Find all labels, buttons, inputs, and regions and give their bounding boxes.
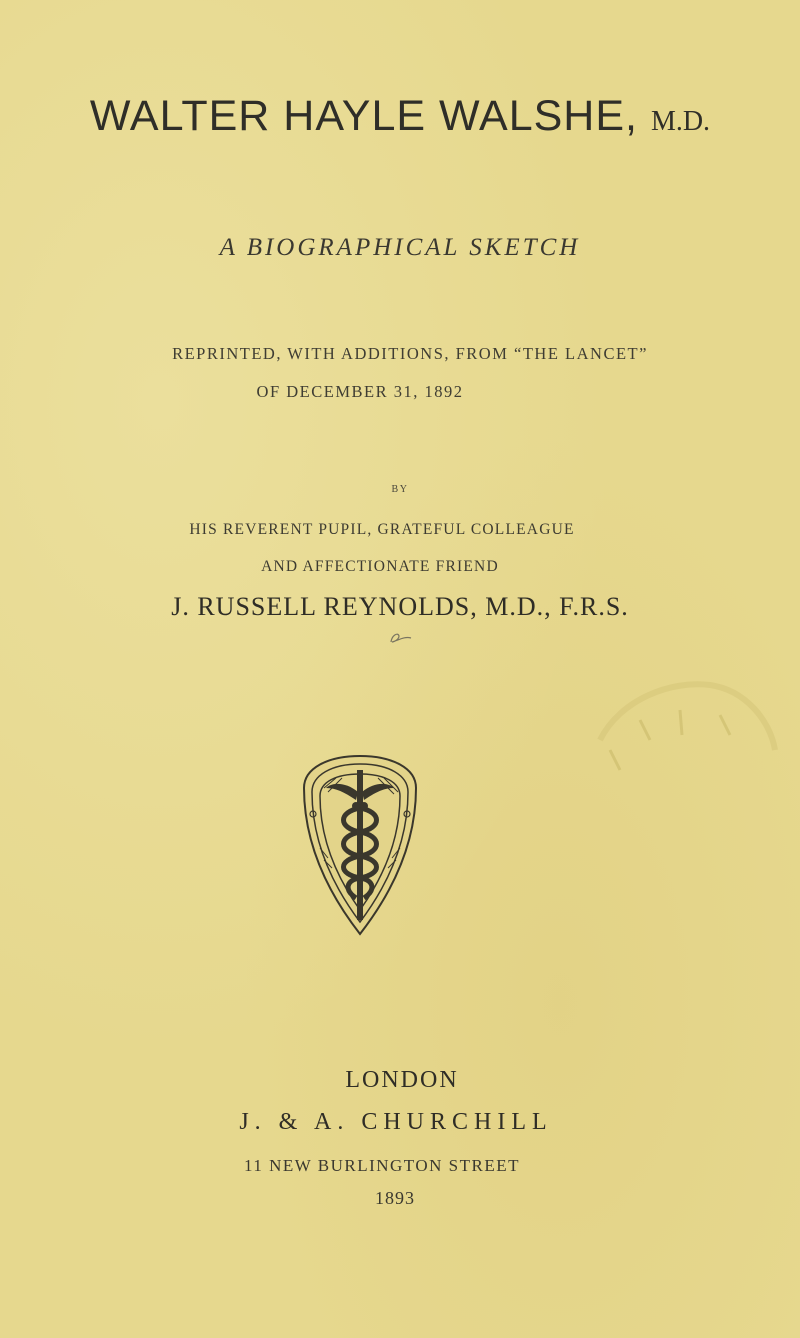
foxing-stain bbox=[580, 680, 780, 810]
author-name: J. RUSSELL REYNOLDS, M.D., F.R.S. bbox=[171, 592, 629, 621]
imprint-city: LONDON bbox=[345, 1067, 459, 1093]
book-subtitle: A BIOGRAPHICAL SKETCH bbox=[219, 234, 581, 261]
imprint-year: 1893 bbox=[375, 1188, 415, 1208]
book-title-name: WALTER HAYLE WALSHE, bbox=[89, 92, 638, 140]
pencil-mark-icon bbox=[388, 630, 414, 646]
by-label: BY bbox=[391, 484, 409, 495]
caduceus-shield-icon bbox=[298, 748, 422, 936]
reprint-note-line-2: OF DECEMBER 31, 1892 bbox=[256, 382, 464, 401]
reprint-note-line-1: REPRINTED, WITH ADDITIONS, FROM “THE LANCET” bbox=[172, 344, 648, 363]
book-title bbox=[0, 92, 800, 141]
dedication-line-2: AND AFFECTIONATE FRIEND bbox=[261, 558, 499, 575]
imprint-publisher: J. & A. CHURCHILL bbox=[239, 1109, 553, 1135]
dedication-line-1: HIS REVERENT PUPIL, GRATEFUL COLLEAGUE bbox=[189, 521, 575, 538]
book-title-suffix: M.D. bbox=[650, 106, 711, 137]
imprint-address: 11 NEW BURLINGTON STREET bbox=[243, 1156, 521, 1175]
